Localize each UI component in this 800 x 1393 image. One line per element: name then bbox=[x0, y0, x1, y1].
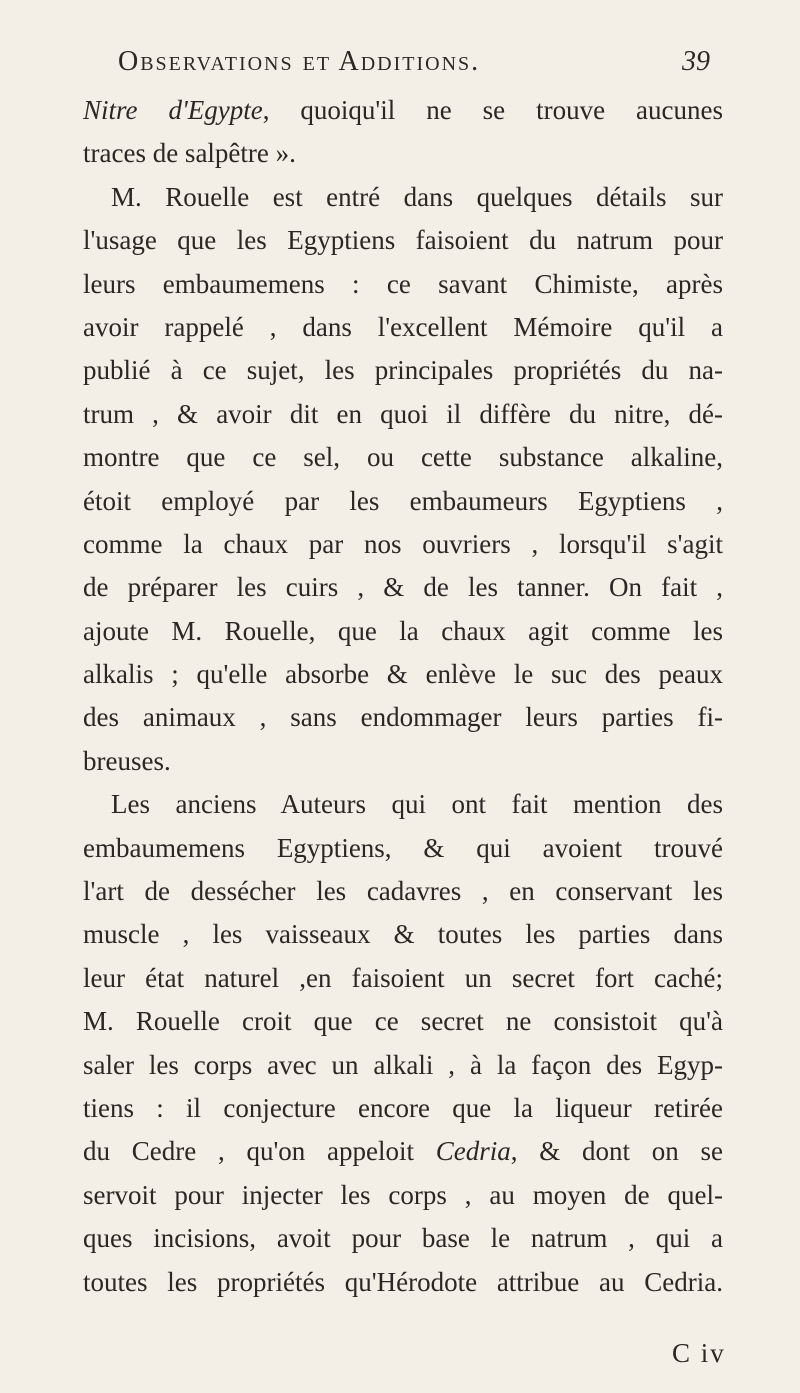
text-line: ques incisions, avoit pour base le natrum , qui a bbox=[83, 1223, 723, 1254]
page-number: 39 bbox=[682, 46, 710, 77]
italic-term: Nitre d'Egypte bbox=[83, 95, 263, 125]
text-run: du Cedre , qu'on appeloit bbox=[83, 1136, 436, 1167]
text-line: avoir rappelé , dans l'excellent Mémoire qu'il a bbox=[83, 311, 723, 342]
text-line: des animaux , sans endommager leurs parties fi- bbox=[83, 702, 723, 733]
italic-term: Cedria bbox=[435, 1136, 511, 1167]
text-line bbox=[83, 89, 723, 132]
text-run: , & dont on se bbox=[510, 1136, 723, 1167]
running-title: Observations et Additions. bbox=[118, 46, 481, 77]
signature-mark: C iv bbox=[672, 1338, 726, 1368]
text-line: de préparer les cuirs , & de les tanner. On fait , bbox=[83, 572, 723, 603]
text-line: trum , & avoir dit en quoi il diffère du nitre, dé- bbox=[83, 398, 723, 429]
text-line: leur état naturel ,en faisoient un secret fort caché; bbox=[83, 962, 723, 993]
text-line: embaumemens Egyptiens, & qui avoient trouvé bbox=[83, 832, 723, 863]
text-line: montre que ce sel, ou cette substance alkaline, bbox=[83, 442, 723, 473]
text-line: publié à ce sujet, les principales propriétés du na- bbox=[83, 355, 723, 386]
text-line: traces de salpêtre ». bbox=[83, 138, 296, 169]
text-line: M. Rouelle croit que ce secret ne consistoit qu'à bbox=[83, 1006, 723, 1037]
text-line: muscle , les vaisseaux & toutes les parties dans bbox=[83, 919, 723, 950]
text-line: l'art de dessécher les cadavres , en conservant les bbox=[83, 876, 723, 907]
text-line: M. Rouelle est entré dans quelques détails sur bbox=[111, 181, 723, 212]
text-run: , quoiqu'il ne se trouve aucunes bbox=[262, 95, 723, 125]
text-line: étoit employé par les embaumeurs Egyptiens , bbox=[83, 485, 723, 516]
text-line: saler les corps avec un alkali , à la façon des Egyp- bbox=[83, 1049, 723, 1080]
text-line: tiens : il conjecture encore que la liqueur retirée bbox=[83, 1092, 723, 1123]
text-line: leurs embaumemens : ce savant Chimiste, après bbox=[83, 268, 723, 299]
text-line: breuses. bbox=[83, 745, 171, 776]
text-line: alkalis ; qu'elle absorbe & enlève le suc des peaux bbox=[83, 659, 723, 690]
text-line: ajoute M. Rouelle, que la chaux agit comme les bbox=[83, 615, 723, 646]
text-line: comme la chaux par nos ouvriers , lorsqu'il s'agit bbox=[83, 528, 723, 559]
page-header bbox=[110, 46, 710, 86]
text-line: servoit pour injecter les corps , au moyen de quel- bbox=[83, 1179, 723, 1210]
body-text bbox=[83, 89, 723, 1304]
text-line bbox=[83, 1130, 723, 1173]
text-line: toutes les propriétés qu'Hérodote attribue au Cedria. bbox=[83, 1266, 723, 1297]
text-line: Les anciens Auteurs qui ont fait mention des bbox=[111, 789, 723, 820]
text-line: l'usage que les Egyptiens faisoient du natrum pour bbox=[83, 225, 723, 256]
